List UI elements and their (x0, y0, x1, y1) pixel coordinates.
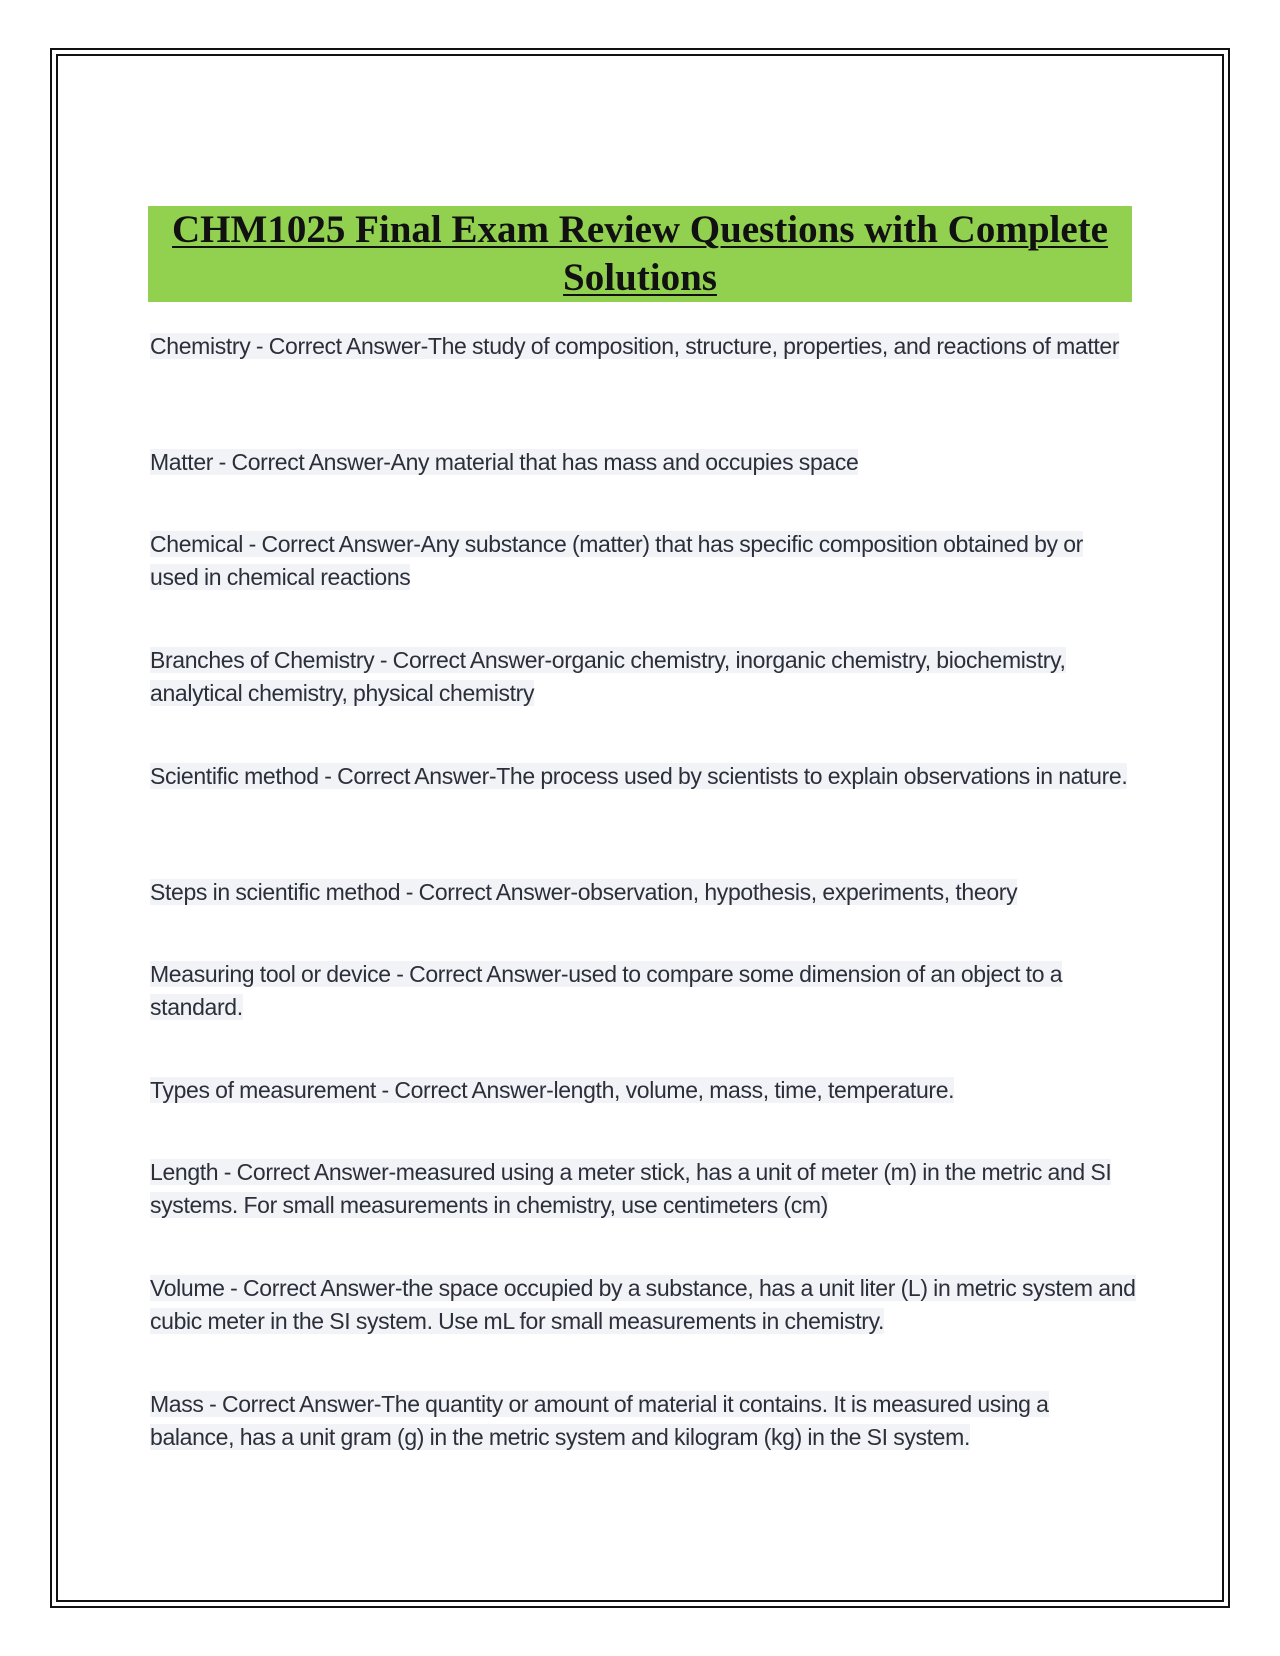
qa-entry-text: Scientific method - Correct Answer-The process used by scientists to explain observations in nature. (150, 763, 1128, 789)
qa-entry (150, 528, 1136, 594)
qa-entry-text: Steps in scientific method - Correct Answer-observation, hypothesis, experiments, theory (150, 879, 1018, 905)
qa-entry (150, 760, 1136, 793)
qa-entry-text: Mass - Correct Answer-The quantity or amount of material it contains. It is measured using a balance, has a unit gram (g) in the metric system and kilogram (kg) in the SI system. (150, 1391, 1049, 1450)
qa-entry-text: Chemistry - Correct Answer-The study of composition, structure, properties, and reactions of matter (150, 333, 1120, 359)
qa-entry (150, 446, 1136, 479)
qa-entry-text: Types of measurement - Correct Answer-length, volume, mass, time, temperature. (150, 1077, 955, 1103)
title-banner (148, 206, 1132, 302)
qa-entry (150, 1272, 1136, 1338)
qa-entry (150, 1156, 1136, 1222)
document-title: CHM1025 Final Exam Review Questions with Complete Solutions (172, 208, 1108, 299)
qa-entry-text: Chemical - Correct Answer-Any substance (matter) that has specific composition obtained by or used in chemical reactions (150, 531, 1083, 590)
qa-entry (150, 958, 1136, 1024)
qa-entry-text: Branches of Chemistry - Correct Answer-organic chemistry, inorganic chemistry, biochemistry, analytical chemistry, physical chemistry (150, 647, 1066, 706)
qa-entry (150, 1388, 1136, 1454)
qa-entry (150, 1074, 1136, 1107)
qa-entry-text: Volume - Correct Answer-the space occupied by a substance, has a unit liter (L) in metric system and cubic meter in the SI system. Use mL for small measurements in chemistry. (150, 1275, 1136, 1334)
qa-entry-text: Measuring tool or device - Correct Answer-used to compare some dimension of an object to a standard. (150, 961, 1063, 1020)
qa-entry (150, 876, 1136, 909)
qa-entry (150, 330, 1136, 363)
qa-entry (150, 644, 1136, 710)
qa-entry-text: Length - Correct Answer-measured using a meter stick, has a unit of meter (m) in the metric and SI systems. For small measurements in chemistry, use centimeters (cm) (150, 1159, 1112, 1218)
qa-entry-text: Matter - Correct Answer-Any material that has mass and occupies space (150, 449, 859, 475)
